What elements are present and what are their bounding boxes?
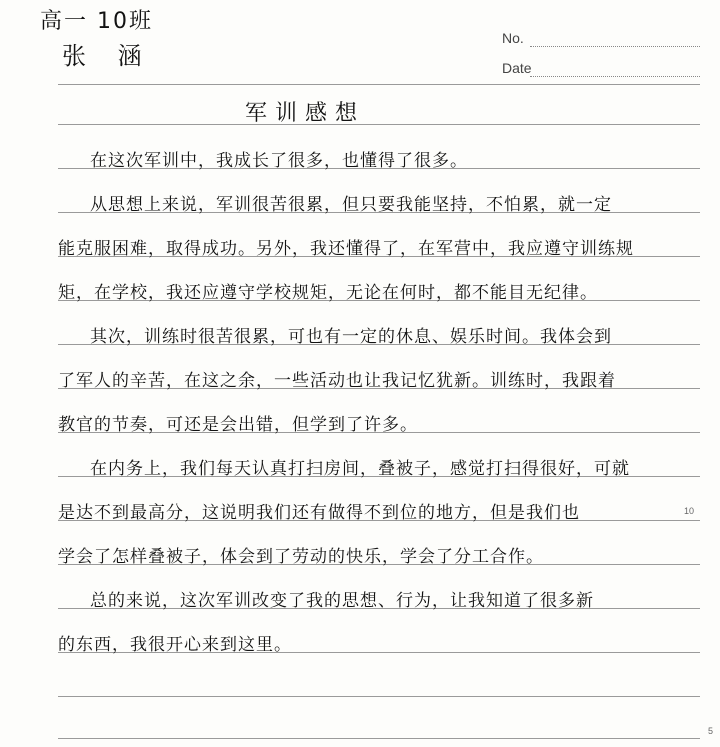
- margin-number: 5: [708, 726, 714, 736]
- essay-line: 教官的节奏，可还是会出错，但学到了许多。: [58, 415, 418, 435]
- margin-number: 10: [684, 506, 695, 516]
- essay-line: 其次，训练时很苦很累，可也有一定的休息、娱乐时间。我体会到: [90, 327, 612, 347]
- no-dotted-line: [530, 46, 700, 47]
- essay-line: 的东西，我很开心来到这里。: [58, 635, 292, 655]
- essay-line: 从思想上来说，军训很苦很累，但只要我能坚持，不怕累，就一定: [90, 195, 612, 215]
- date-label: Date: [502, 60, 532, 76]
- essay-line: 了军人的辛苦，在这之余，一些活动也让我记忆犹新。训练时，我跟着: [58, 371, 616, 391]
- no-label: No.: [502, 30, 524, 46]
- essay-line: 能克服困难，取得成功。另外，我还懂得了，在军营中，我应遵守训练规: [58, 239, 634, 259]
- essay-line: 在这次军训中，我成长了很多，也懂得了很多。: [90, 151, 468, 171]
- ruled-line: [58, 696, 700, 697]
- class-label: 高一 10班: [40, 9, 153, 34]
- essay-line: 矩，在学校，我还应遵守学校规矩，无论在何时，都不能目无纪律。: [58, 283, 598, 303]
- student-name: 张 涵: [62, 42, 154, 70]
- essay-line: 学会了怎样叠被子，体会到了劳动的快乐，学会了分工合作。: [58, 547, 544, 567]
- essay-line: 总的来说，这次军训改变了我的思想、行为，让我知道了很多新: [90, 591, 594, 611]
- ruled-line: [58, 738, 700, 739]
- essay-line: 在内务上，我们每天认真打扫房间，叠被子，感觉打扫得很好，可就: [90, 459, 630, 479]
- ruled-line: [58, 84, 700, 85]
- date-dotted-line: [530, 76, 700, 77]
- ruled-line: [58, 124, 700, 125]
- essay-title: 军训感想: [245, 101, 366, 126]
- essay-line: 是达不到最高分，这说明我们还有做得不到位的地方，但是我们也: [58, 503, 580, 523]
